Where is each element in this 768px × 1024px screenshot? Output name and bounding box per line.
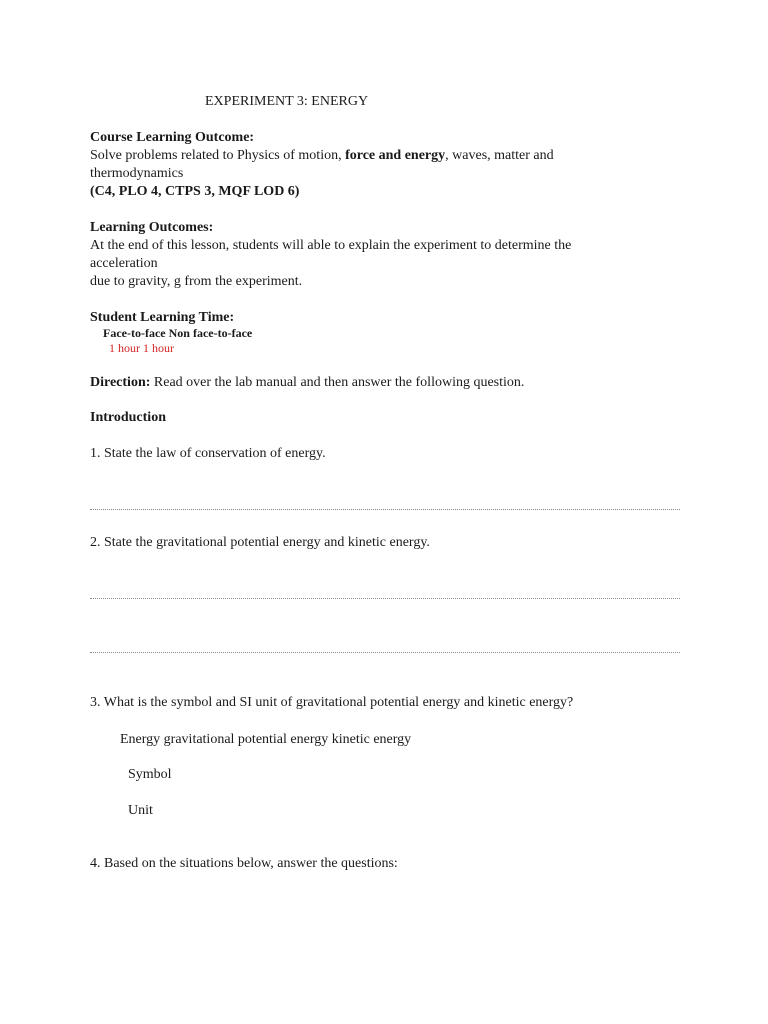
lo-line-2: acceleration bbox=[90, 256, 158, 271]
energy-table-header: Energy gravitational potential energy kinetic energy bbox=[120, 732, 412, 747]
answer-line-1[interactable] bbox=[90, 509, 680, 510]
lo-heading: Learning Outcomes: bbox=[90, 220, 214, 235]
clo-line-1-pre: Solve problems related to Physics of motion, bbox=[90, 148, 346, 163]
clo-heading: Course Learning Outcome: bbox=[90, 130, 255, 145]
slt-heading: Student Learning Time: bbox=[90, 310, 235, 325]
slt-columns: Face-to-face Non face-to-face bbox=[103, 326, 253, 340]
direction-line bbox=[90, 375, 524, 391]
clo-line-1-post: , waves, matter and bbox=[445, 148, 554, 163]
lo-line-3: due to gravity, g from the experiment. bbox=[90, 274, 303, 289]
document-title: EXPERIMENT 3: ENERGY bbox=[205, 94, 369, 109]
question-3: 3. What is the symbol and SI unit of gravitational potential energy and kinetic energy? bbox=[90, 695, 574, 710]
answer-line-3[interactable] bbox=[90, 652, 680, 653]
lo-line-1: At the end of this lesson, students will able to explain the experiment to determine the bbox=[90, 238, 572, 253]
slt-values: 1 hour 1 hour bbox=[109, 341, 174, 355]
clo-line-1 bbox=[90, 148, 554, 164]
energy-table-row-unit: Unit bbox=[128, 803, 153, 818]
intro-heading: Introduction bbox=[90, 410, 166, 425]
clo-codes: (C4, PLO 4, CTPS 3, MQF LOD 6) bbox=[90, 184, 300, 199]
clo-line-1-bold: force and energy bbox=[345, 148, 446, 163]
direction-label: Direction: bbox=[90, 375, 151, 390]
energy-table-row-symbol: Symbol bbox=[128, 767, 172, 782]
direction-text: Read over the lab manual and then answer the following question. bbox=[150, 375, 525, 390]
answer-line-2[interactable] bbox=[90, 598, 680, 599]
question-2: 2. State the gravitational potential energy and kinetic energy. bbox=[90, 535, 430, 550]
clo-line-2: thermodynamics bbox=[90, 166, 184, 181]
question-4: 4. Based on the situations below, answer the questions: bbox=[90, 856, 398, 871]
question-1: 1. State the law of conservation of energy. bbox=[90, 446, 326, 461]
